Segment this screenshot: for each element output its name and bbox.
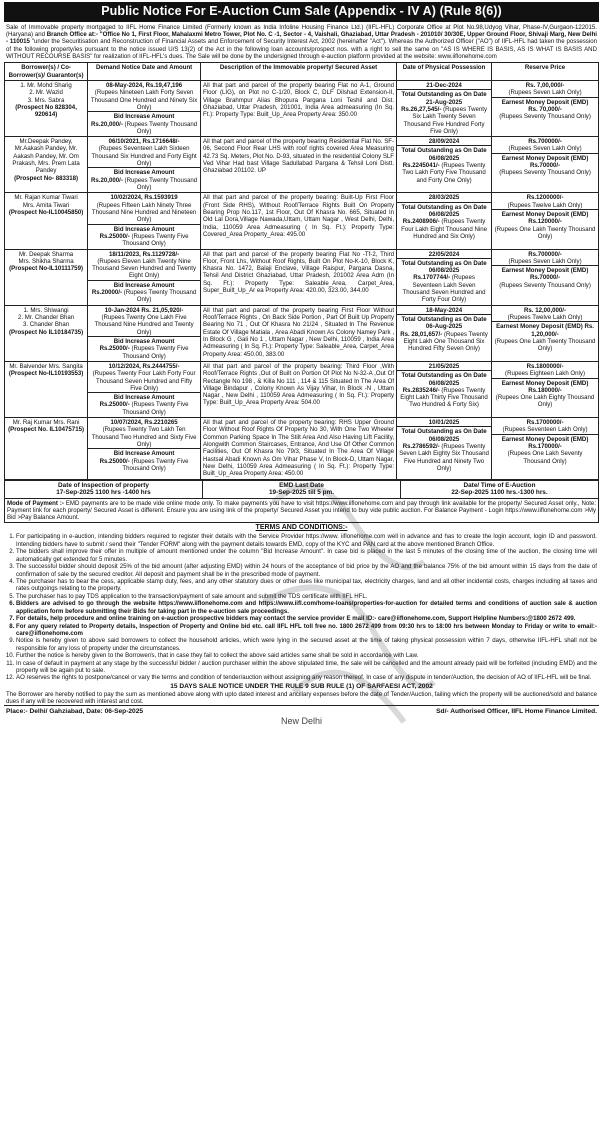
auction-time-label: Date/ Time of E-Auction xyxy=(463,481,536,489)
emd-last-date-cell xyxy=(203,480,401,498)
property-description: All that part and parcel of the property bearing Flat no A-1, Ground Floor (LIG), on Plot no C-1/20, Block C, DLF Dilshad Extension-II, Village Brahmpur Alias Bhopura Pargana Loni Teshil and Dist. Ghaziabad, Uttar Pradesh, 201001, India Area admeasuring (In Sq. Ft.): Property Type: Built_Up_Area Property Area: 350.00 xyxy=(201,80,397,136)
terms-item: 7. For details, help procedure and online training on e-auction prospective bidders may contact the service provider E mail ID:- care@iiflonehome.com, Support Helpline Numbers:@1800 2672 499. xyxy=(16,615,597,622)
demand-date-amount: 10-Jan-2024 Rs. 21,05,920/- xyxy=(104,306,184,314)
demand-date-amount: 06/10/2021, Rs.1716648/- xyxy=(108,138,180,146)
possession-date: 22/05/2024 xyxy=(428,250,460,258)
prospect-number: (Prospect No. IL10475715) xyxy=(8,426,85,434)
footer xyxy=(4,705,599,716)
emd-label: Earnest Money Deposit (EMD) Rs.170000/- xyxy=(501,435,589,450)
terms-item: 5. The purchaser has to pay TDS application to the transaction/payment of sale amount and submit the TDS certificate with IIFL HFL. xyxy=(16,593,597,600)
outstanding-words: (Rupees Twenty Seven Lakh Eighty Six Thousand Five Hundred and Ninety Two Only) xyxy=(399,443,489,472)
outstanding-words: (Rupees Twenty Two Lakh Forty Five Thousand and Forty One Only) xyxy=(402,162,486,184)
emd-amount: Rs.120000/- xyxy=(528,218,562,226)
terms-title: TERMS AND CONDITIONS:- xyxy=(255,524,348,532)
outstanding-amount: Rs.2786592/- xyxy=(402,443,440,450)
outstanding-label: Total Outstanding as On Date 06/08/2025 xyxy=(401,428,487,443)
reserve-price-words: (Rupees Seventeen Lakh Only) xyxy=(502,426,588,434)
prospect-number: (Prospect No- 883318) xyxy=(14,174,79,182)
bid-increase-label: Bid Increase Amount xyxy=(113,169,175,177)
property-description: All that part and parcel of the property bearing: Third Floor ,With Roof/Terrace Rights ,Out of Built on Portion Of Plot No N-32-A ,Out Of Rectangle No 198 , & Killa No 111 , 114 & 115 Situated In The Area Of Village Bindapur , Colony Known As Vijay Vihar, In Block -N , Uttam Nagar , New Delhi , 110059 Area Admeasuring ( In Sq. Ft.): Property Type: Built_Up_Area Property Area: 504.00 xyxy=(201,361,397,417)
emd-amount: Rs. 70,000/- xyxy=(528,105,562,113)
emd-words: (Rupees One Lakh Twenty Thousand Only) xyxy=(494,337,596,353)
emd-label: Earnest Money Deposit (EMD) xyxy=(501,154,589,162)
demand-date-amount: 08-May-2024, Rs.19,47,196 xyxy=(105,81,183,89)
possession-date: 28/03/2025 xyxy=(428,194,460,202)
emd-words: (Rupees Seventy Thousand Only) xyxy=(499,281,591,289)
emd-words: (Rupees One Lakh Seventy Thousand Only) xyxy=(507,450,583,465)
demand-amount-words: (Rupees Twenty Four Lakh Forty Four Thousand Seven Hundred and Fifty Five Only) xyxy=(92,370,196,392)
inspection-value: 17-Sep-2025 1100 hrs -1400 hrs xyxy=(56,489,151,497)
borrower-cell xyxy=(5,418,88,480)
reserve-price: Rs.700000/- xyxy=(528,250,562,258)
demand-cell xyxy=(88,249,201,305)
property-description: All that part and parcel of the property bearing: Built-Up First Floor (Front Side RHS), Without Roof/Terrace Rights Built On Property Bearing Prop No.117, 1st Floor, Out Of Khasra No. 665, Situated In Old Lal Dora,Village Nawada,Uttam, Uttam Nagar , West Delhi, Delhi, India, 110059 Area Admeasuring ( In Sq. Ft.): Property Type: Covered_Area Property_Area: 495.00 xyxy=(201,193,397,249)
emd-words: (Rupees One Lakh Twenty Thousand Only) xyxy=(494,225,596,240)
demand-cell xyxy=(88,305,201,361)
borrower-names: Mr. Raj Kumar Mrs. Rani xyxy=(12,419,80,427)
auction-time-cell xyxy=(401,480,599,498)
terms-item: 2. The bidders shall improve their offer in multiple of amount mentioned under the column "Bid Increase Amount". In case bid is placed in the last 5 minutes of the closing time of the auction, the closing time will automatically get extended for 5 minutes. xyxy=(16,548,597,563)
demand-date-amount: 10/02/2024, Rs.1593919 xyxy=(110,194,178,202)
property-description: All that part and parcel of the property bearing Residential Flat No. SF-06, Second Floor Rear LHS with roof rights covered Area Measuring 42.73 Sq. Meters, Plot No. D-93, situated in the residential Colony SLF Ved Vihar Had bast Village Sadullabad Pargana & Tehsil Loni Distt. Ghaziabad 201102. UP xyxy=(201,137,397,193)
emd-words: (Rupees Seventy Thousand Only) xyxy=(499,169,591,177)
table-body xyxy=(5,80,599,479)
col-header-borrower: Borrower(s) / Co- Borrower(s)/ Guarantor(s) xyxy=(5,63,88,81)
notice-page xyxy=(4,2,599,724)
outstanding-words: (Rupees Twenty Eight Lakh One Thousand Six Hundred Fifty Seven Only) xyxy=(403,330,488,353)
possession-cell xyxy=(397,249,492,305)
borrower-cell xyxy=(5,361,88,417)
borrower-names: Mr. Balvender Mrs. Sangita xyxy=(9,362,83,370)
branch-address: Branch Office at:- "Office No 1, First Floor, Mahalaxmi Metro Tower, Plot No. C -1, Sector - 4, Vaishali, Ghaziabad, Uttar Pradesh - 201010/ 30/30E, Upper Ground Floor, Shivaji Marg, New Delhi - 110015 xyxy=(6,31,597,46)
reserve-price: Rs.1200000/- xyxy=(526,194,564,202)
bid-increase-amount: Rs.25000/- xyxy=(99,401,130,409)
reserve-cell xyxy=(492,80,599,136)
col-header-demand: Demand Notice Date and Amount xyxy=(88,63,201,81)
reserve-price: Rs.1800000/- xyxy=(526,362,564,370)
emd-amount: Rs.70000/- xyxy=(529,162,561,170)
bid-increase-amount: Rs.20000/- xyxy=(91,289,122,297)
possession-date: 28/09/2024 xyxy=(428,138,460,146)
inspection-cell xyxy=(5,480,203,498)
borrower-names: 1. Mr. Mohd Sharig 2. Mr. Wazid 3. Mrs. Sabra xyxy=(20,81,72,104)
reserve-cell xyxy=(492,418,599,480)
possession-date: 10/01/2025 xyxy=(428,419,460,427)
possession-cell xyxy=(397,418,492,480)
demand-amount-words: (Rupees Fifteen Lakh Ninety Three Thousand Nine Hundred and Nineteen Only) xyxy=(91,201,197,224)
emd-last-date-value: 19-Sep-2025 till 5 pm. xyxy=(269,489,334,497)
reserve-price-words: (Rupees Eighteen Lakh Only) xyxy=(505,370,585,378)
possession-cell xyxy=(397,80,492,136)
outstanding-label: Total Outstanding as On Date 06/08/2025 xyxy=(401,203,487,218)
borrower-cell xyxy=(5,305,88,361)
emd-label: Earnest Money Deposit (EMD) xyxy=(501,210,589,218)
demand-cell xyxy=(88,418,201,480)
reserve-price-words: (Rupees Twelve Lakh Only) xyxy=(507,201,583,209)
bid-increase-amount: Rs.25000/- xyxy=(99,232,130,240)
emd-words: (Rupees Seventy Thousand Only) xyxy=(499,113,591,121)
col-header-possession: Date of Physical Possession xyxy=(397,63,492,81)
demand-amount-words: (Rupees Twenty One Lakh Five Thousand Nine Hundred and Twenty Only) xyxy=(94,314,194,336)
intro-paragraph xyxy=(4,22,599,63)
borrower-names: Mr.Deepak Pandey, Mr.Aakash Pandey, Mr. Aakash Pandey, Mr. Om Prakash, Mrs. Prem Lata Pandey xyxy=(12,138,80,175)
table-row xyxy=(5,305,599,361)
footer-signatory: Sd/- Authorised Officer, IIFL Home Finance Limited. xyxy=(436,708,597,716)
reserve-price-words: (Rupees Seven Lakh Only) xyxy=(508,257,582,265)
bid-increase-amount: Rs.20,000/- xyxy=(91,120,123,128)
borrower-cell xyxy=(5,193,88,249)
table-row xyxy=(5,193,599,249)
bid-increase-label: Bid Increase Amount xyxy=(113,450,175,458)
terms-item: 1. For participating in e-auction, intending bidders required to register their details with the Service Provider https://www. iiflonehome.com well in advance and has to create the login account, login ID and password. Intending bidders have to submit / send their "Tender FORM" along with the payment details towards EMD, copy of the KYC and PAN card at the above mentioned Branch Office. xyxy=(16,533,597,548)
reserve-price-words: (Rupees Seven Lakh Only) xyxy=(508,145,582,153)
outstanding-amount: Rs.2245041/- xyxy=(402,162,440,170)
possession-date: 18-May-2024 xyxy=(425,306,463,314)
demand-cell xyxy=(88,193,201,249)
property-description: All that part and parcel of the property bearing Flat No -Tf-2, Third Floor, Front Lhs, Without Roof Rights, Built On Plot No-K-10, Block K, Khasra No. 1472, Balaji Enclave, Village Raispur, Pargana Dasna, Tehsil And District Ghaziabad, Uttar Pradesh, 201002 Area Adm (In Sq. Ft.): Property Type: Saleable_Area, Carpet_Area, Super_Built_Up_Ar ea Property Area: 420.00, 323.00, 344.00 xyxy=(201,249,397,305)
outstanding-label: Total Outstanding as On Date 06/08/2025 xyxy=(401,147,487,162)
demand-cell xyxy=(88,361,201,417)
borrower-names: Mr. Rajan Kumar Tiwari Mrs. Amita Tiwari xyxy=(14,194,78,209)
bid-increase-label: Bid Increase Amount xyxy=(113,394,175,402)
possession-cell xyxy=(397,305,492,361)
possession-cell xyxy=(397,137,492,193)
intro-text-2: "under the Securitisation and Reconstruction of Financial Assets and Enforcement of Security Interest Act, 2002 (hereinafter "Act"). Whereas the Authorized Officer ("AO") of IIFL-HFL had taken the possession of the following property/ies pursuant to the notice issued U/S 13(2) of the Act in the following loan accounts/prospect nos. with a right to sell the same on "AS IS WHERE IS BASIS, AS IS WHAT IS BASIS AND WITHOUT RECOURSE BASIS" for realization of IIFL-HFL's dues. The Sale will be done by the undersigned through e-auction platform provided at the website: www.iiflonehome.com xyxy=(6,38,597,60)
table-row xyxy=(5,418,599,480)
demand-amount-words: (Rupees Eleven Lakh Twenty Nine Thousand Seven Hundred and Twenty Eight Only) xyxy=(92,257,197,280)
sarfaesi-title: 15 DAYS SALE NOTICE UNDER THE RULE 9 SUB RULE (1) OF SARFAESI ACT, 2002 xyxy=(170,682,433,690)
terms-item: 8. For any query related to Property details, Inspection of Property and Online bid etc. call IIFL HFL toll free no. 1800 2672 499 from 09:30 hrs to 18:00 hrs between Monday to Friday or write to email:- care@iiflonehome.com xyxy=(16,623,597,638)
terms-item: 12. AO reserves the rights to postpone/cancel or vary the terms and condition of tender/auction without assigning any reason thereof. In case of any dispute in tender/Auction, the decision of AO of IIFL-HFL will be final. xyxy=(16,674,597,681)
reserve-cell xyxy=(492,305,599,361)
possession-cell xyxy=(397,193,492,249)
borrower-names: 1. Mrs. Shiwangi 2. Mr. Chander Bhan 3. Chander Bhan xyxy=(17,306,75,329)
mode-of-payment-label: Mode of Payment :- xyxy=(7,499,64,507)
possession-date: 21/05/2025 xyxy=(428,362,460,370)
outstanding-label: Total Outstanding as On Date 21-Aug-2025 xyxy=(401,91,487,106)
terms-list xyxy=(4,533,599,681)
terms-item: 9. Notice is hereby given to above said borrowers to collect the household articles, which were lying in the secured asset at the time of taking physical possession within 7 days, otherwise IIFL-HFL shall not be responsible for any loss of property under the circumstances. xyxy=(16,637,597,652)
reserve-price: Rs. 7,00,000/- xyxy=(525,81,565,89)
reserve-cell xyxy=(492,137,599,193)
table-row xyxy=(5,249,599,305)
mode-of-payment-text: EMD payments are to be made vide online mode only. To make payments you have to visit https://www.iiflonehome.com and pay through link available for the property/ Secured Asset only., Note: Payment link for each property/ Secured Asset is different. Ensure you are using link of the property/ Secured Asset you intend to buy vide public auction. For Balance Payment - Login https://www.iiflonehome.com >My Bid >Pay Balance Amount. xyxy=(7,499,597,522)
property-description: All that part and parcel of the property bearing First Floor Without Roof/Terrace Rights , On Back Side Portion , Part Of Built Up Property Bearing No 71 , Out Of Khasra No 21/24 , Situated In The Revenue Estate Of Village Matiala , Area Abadi Known As Colony Namey Park , In Block G , Gali No 1 , Uttam Nagar , New Delhi, 110059 , India Area Admeasuring ( In Sq. Ft.): Property Type: Saleable_Area, Carpet_Area Property Area: 450.00, 383.00 xyxy=(201,305,397,361)
reserve-price: Rs.1700000/- xyxy=(526,419,564,427)
reserve-cell xyxy=(492,249,599,305)
demand-date-amount: 10/12/2024, Rs.2444755/- xyxy=(108,362,180,370)
bid-increase-words: (Rupees Twenty Five Thousand Only) xyxy=(122,345,189,360)
footer-place-date: Place:- Delhi/ Gahziabad, Date: 06-Sep-2025 xyxy=(6,708,144,716)
bid-increase-label: Bid Increase Amount xyxy=(113,337,175,345)
reserve-price-words: (Rupees Seven Lakh Only) xyxy=(508,89,582,97)
terms-item: 4. The purchaser has to bear the cess, applicable stamp duty, fees, and any other statutory dues or other dues like municipal tax, electricity charges, land and all other incidental costs, charges including all taxes and rates outgoings relating to the property. xyxy=(16,578,597,593)
emd-label: Earnest Money Deposit (EMD) Rs.70000/- xyxy=(501,267,589,282)
inspection-label: Date of Inspection of property xyxy=(58,481,149,489)
reserve-price-words: (Rupees Twelve Lakh Only) xyxy=(507,314,583,321)
demand-amount-words: (Rupees Seventeen Lakh Sixteen Thousand Six Hundred and Forty Eight Only) xyxy=(91,145,197,168)
table-row xyxy=(5,137,599,193)
outstanding-amount: Rs.2408906/- xyxy=(402,218,440,226)
terms-item: 3. The successful bidder should deposit 25% of the bid amount (after adjusting EMD) within 24 hours of the acceptance of bid price by the AO and the balance 75% of the bid amount within 15 days from the date of confirmation of sale by the secured creditor. All deposit and payment shall be in the prescribed mode of payment. xyxy=(16,563,597,578)
bid-increase-words: (Rupees Twenty Five Thousand Only) xyxy=(122,457,189,472)
demand-cell xyxy=(88,137,201,193)
reserve-cell xyxy=(492,193,599,249)
table-header-row xyxy=(5,63,599,81)
prospect-number: (Prospect No 828304, 920614) xyxy=(15,103,77,119)
reserve-cell xyxy=(492,361,599,417)
demand-amount-words: (Rupees Nineteen Lakh Forty Seven Thousand One Hundred and Ninety Six Only) xyxy=(90,89,198,111)
outstanding-words: (Rupees Seventeen Lakh Seven Thousand Seven Hundred and Forty Four Only) xyxy=(402,274,486,304)
borrower-cell xyxy=(5,137,88,193)
outstanding-label: Total Outstanding as On Date 06-Aug-2025 xyxy=(401,316,487,331)
borrower-cell xyxy=(5,80,88,136)
borrower-cell xyxy=(5,249,88,305)
prospect-number: (Prospect No-IL10045850) xyxy=(8,208,84,216)
prospect-number: (Prospect No-IL10111759) xyxy=(9,265,83,273)
bid-increase-label: Bid Increase Amount xyxy=(113,225,175,233)
schedule-table xyxy=(4,480,599,499)
outstanding-words: (Rupees Twenty Six Lakh Twenty Seven Thousand Five Hundred Forty Five Only) xyxy=(403,105,488,135)
bid-increase-label: Bid Increase Amount xyxy=(113,113,175,121)
col-header-reserve: Reserve Price xyxy=(492,63,599,81)
bid-increase-amount: Rs.25000/- xyxy=(99,457,130,465)
table-row xyxy=(5,80,599,136)
outstanding-amount: Rs. 28,01,657/- xyxy=(400,330,443,338)
demand-cell xyxy=(88,80,201,136)
prospect-number: (Prospect No-IL10193553) xyxy=(8,370,84,378)
emd-label: Earnest Money Deposit (EMD) Rs.180000/- xyxy=(501,379,589,394)
bid-increase-amount: Rs.25000/- xyxy=(99,345,130,353)
notice-title: Public Notice For E-Auction Cum Sale (Appendix - IV A) (Rule 8(6)) xyxy=(4,2,599,22)
emd-words: (Rupees One Lakh Eighty Thousand Only) xyxy=(495,394,595,409)
bid-increase-amount: Rs.20,000/- xyxy=(91,176,123,184)
sarfaesi-text: The Borrower are hereby notified to pay the sum as mentioned above along with upto dated interest and ancillary expenses before the date of Tender/Auction, failing which the property will be auctioned/sold and balance dues if any will be recovered with interest and cost. xyxy=(6,690,597,705)
possession-cell xyxy=(397,361,492,417)
bid-increase-label: Bid Increase Amount xyxy=(113,281,175,289)
terms-item: 10. Further the notice is hereby given to the Borrower/s, that in case they fail to collect the above said articles same shall be sold in accordance with Law. xyxy=(16,652,597,659)
reserve-price: Rs.700000/- xyxy=(528,138,562,146)
table-row xyxy=(5,361,599,417)
demand-date-amount: 10/07/2024, Rs.2210265 xyxy=(110,419,178,427)
outstanding-amount: Rs.26,27,545/- xyxy=(401,105,442,113)
auction-time-value: 22-Sep-2025 1100 hrs.-1300 hrs. xyxy=(451,489,548,497)
bid-increase-words: (Rupees Twenty Thousand Only) xyxy=(123,289,197,304)
outstanding-amount: Rs.1707744/- xyxy=(413,274,451,282)
intro-text-1: Sale of Immovable property mortgaged to IIFL Home Finance Limited (Formerly known as India Infoline Housing Finance Ltd.) (IIFL-HFL) Corporate Office at Plot No.98,Udyog Vihar, Phase-IV,Gurgaon-122015.(Haryana) and xyxy=(6,23,597,39)
outstanding-words: (Rupees Twenty Eight Lakh Thirty Five Thousand Two Hundred & Forty Six) xyxy=(400,386,488,409)
bid-increase-words: (Rupees Twenty Five Thousand Only) xyxy=(122,232,189,248)
emd-last-date-label: EMD Last Date xyxy=(279,481,324,489)
borrower-names: Mr. Deepak Sharma Mrs. Shikha Sharma xyxy=(18,250,74,265)
outstanding-amount: Rs.2835246/- xyxy=(402,386,440,394)
outstanding-label: Total Outstanding as On Date 06/08/2025 xyxy=(401,259,487,275)
possession-date: 21-Dec-2024 xyxy=(426,81,462,89)
bid-increase-words: (Rupees Twenty Thousand Only) xyxy=(124,176,198,191)
outstanding-label: Total Outstanding as On Date 06/08/2025 xyxy=(401,372,487,387)
col-header-description: Description of the Immovable property/ Secured Asset xyxy=(201,63,397,81)
bid-increase-words: (Rupees Twenty Five Thousand Only) xyxy=(122,401,189,416)
demand-amount-words: (Rupees Twenty Two Lakh Ten Thousand Two Hundred and Sixty Five Only) xyxy=(91,426,197,448)
terms-item: 6. Bidders are advised to go through the website https://www.iiflonehome.com and https://www.iifl.com/home-loans/properties-for-auction for detailed terms and conditions of auction sale & auction application form before submitting their Bids for taking part in the e-auction sale proceedings. xyxy=(16,600,597,615)
reserve-price: Rs. 12,00,000/- xyxy=(524,306,567,314)
demand-date-amount: 18/11/2023, Rs.1129728/- xyxy=(109,250,180,258)
bid-increase-words: (Rupees Twenty Thousand Only) xyxy=(124,120,198,135)
below-footer-text: New Delhi xyxy=(280,715,322,724)
outstanding-words: (Rupees Twenty Four Lakh Eight Thousand Nine Hundred and Six Only) xyxy=(401,218,488,240)
emd-label: Earnest Money Deposit (EMD) xyxy=(501,98,589,106)
mode-of-payment xyxy=(4,499,599,524)
property-description: All that part and parcel of the property bearing: RHS Upper Ground Floor Without Roof Rights Of Property No 30, With One Two Wheeler Common Parking Space In The Stilt Area And Also Having Lift Facility, Alongwith Common Staircases, Entrance, And Use Of Other Common Facilities, Out Of Khasra No 79/3, Situated In The Area Of Village Hastsal Abadi Known As Om Vihar Phase V, In Block-D, Uttam Nagar, New Delhi, 110059 Area Admeasuring ( In Sq. Ft.): Property Type: Built_Up_Area Property Area: 450.00 xyxy=(201,418,397,480)
emd-label: Earnest Money Deposit (EMD) Rs. 1,20,000/- xyxy=(496,323,594,338)
terms-item: 11. In case of default in payment at any stage by the successful bidder / auction purchaser within the above stipulated time, the sale will be cancelled and the amount already paid will be forfeited (including EMD) and the property will be again put to sale. xyxy=(16,660,597,675)
prospect-number: (Prospect No IL10184735) xyxy=(8,328,84,336)
auction-table xyxy=(4,62,599,479)
